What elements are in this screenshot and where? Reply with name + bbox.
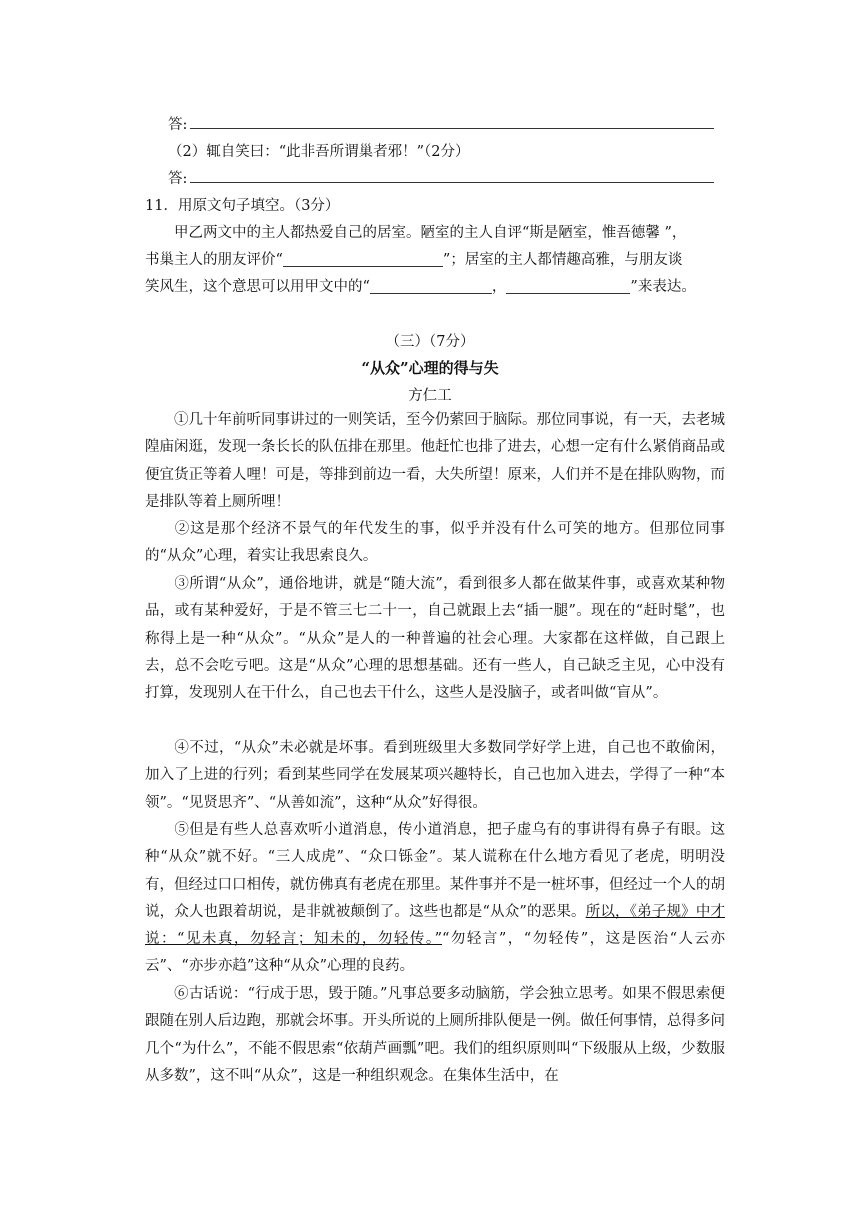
- answer-label-2: 答:: [168, 171, 188, 187]
- paragraph-2: [145, 516, 725, 571]
- question-11-heading: 11．用原文句子填空。（3分）: [145, 198, 340, 214]
- fill-blank-1[interactable]: [283, 252, 443, 267]
- answer-line-1[interactable]: [190, 128, 714, 129]
- q11-line-2-text-a: 书巢主人的朋友评价“: [145, 252, 283, 268]
- underlined-sentence: 所以，《弟子规》中才说：“见未真，勿轻言；知未的，勿轻传。”: [145, 903, 725, 948]
- section-number: （三）（7分）: [385, 334, 475, 350]
- q11-line-2-text-b: ”；居室的主人都情趣高雅，与朋友谈: [442, 252, 683, 268]
- q11-line-3-text-a: 笑风生，这个意思可以用甲文中的“: [145, 279, 370, 295]
- q11-line-3-text-b: ，: [491, 279, 507, 295]
- paragraph-5-text-a: ⑤但是有些人总喜欢听小道消息，传小道消息，把子虚乌有的事讲得有鼻子有眼。这种“从众”就不好。“三人成虎”、“众口铄金”。某人谎称在什么地方看见了老虎，明明没有，但经过口口相传，就仿佛真有老虎在那里。某件事并不是一桩坏事，但经过一个人的胡说，众人也跟着胡说，是非就被颠倒了。这些也都是“从众”的恶果。: [145, 822, 725, 920]
- answer-label-1: 答:: [168, 117, 188, 133]
- question-11-line-3: [145, 275, 696, 296]
- fill-blank-2[interactable]: [370, 279, 492, 294]
- answer-line-2[interactable]: [190, 182, 714, 183]
- paragraph-6-text: ⑥古话说：“行成于思，毁于随。”凡事总要多动脑筋，学会独立思考。如果不假思索便跟随在别人后边跑，那就会坏事。开头所说的上厕所排队便是一例。做任何事情，总得多问几个“为什么”，不能不假思索“依葫芦画瓢”吧。我们的组织原则叫“下级服从上级，少数服从多数”，这不叫“从众”，这是一种组织观念。在集体生活中，在: [145, 986, 725, 1084]
- article-author: 方仁工: [408, 388, 452, 404]
- question-10-2: （2）辄自笑曰：“此非吾所谓巢者邪！”（2分）: [168, 144, 470, 160]
- paragraph-2-text: ②这是那个经济不景气的年代发生的事，似乎并没有什么可笑的地方。但那位同事的“从众”心理，着实让我思索良久。: [145, 521, 725, 565]
- article-title: “从众”心理的得与失: [361, 359, 499, 377]
- paragraph-1-text: ①几十年前听同事讲过的一则笑话，至今仍萦回于脑际。那位同事说，有一天，去老城隍庙闲逛，发现一条长长的队伍排在那里。他赶忙也排了进去，心想一定有什么紧俏商品或便宜货正等着人哩！可是，等排到前边一看，大失所望！原来，人们并不是在排队购物，而是排队等着上厕所哩！: [145, 412, 725, 510]
- paragraph-5: [145, 817, 725, 981]
- fill-blank-3[interactable]: [506, 279, 630, 294]
- paragraph-5-text-b: “勿轻言”，“勿轻传”，这是医治“人云亦云”、“亦步亦趋”这种“从众”心理的良药。: [145, 931, 725, 975]
- question-11-line-1: 甲乙两文中的主人都热爱自己的居室。陋室的主人自评“斯是陋室，惟吾德馨 ”，: [174, 225, 687, 241]
- question-11-line-2: [145, 248, 682, 269]
- paragraph-6: [145, 981, 725, 1090]
- paragraph-4-text: ④不过，“从众”未必就是坏事。看到班级里大多数同学好学上进，自己也不敢偷闲，加入了上进的行列；看到某些同学在发展某项兴趣特长，自己也加入进去，学得了一种“本领”。“见贤思齐”、“从善如流”，这种“从众”好得很。: [145, 740, 725, 811]
- paragraph-4: [145, 735, 725, 817]
- paragraph-3-text: ③所谓“从众”，通俗地讲，就是“随大流”，看到很多人都在做某件事，或喜欢某种物品，或有某种爱好，于是不管三七二十一，自己就跟上去“插一腿”。现在的“赶时髦”，也称得上是一种“从众”。“从众”是人的一种普遍的社会心理。大家都在这样做，自己跟上去，总不会吃亏吧。这是“从众”心理的思想基础。还有一些人，自己缺乏主见，心中没有打算，发现别人在干什么，自己也去干什么，这些人是没脑子，或者叫做“盲从”。: [145, 576, 725, 702]
- paragraph-1: [145, 407, 725, 516]
- q11-line-3-text-c: ”来表达。: [630, 279, 696, 295]
- paragraph-3: [145, 571, 725, 707]
